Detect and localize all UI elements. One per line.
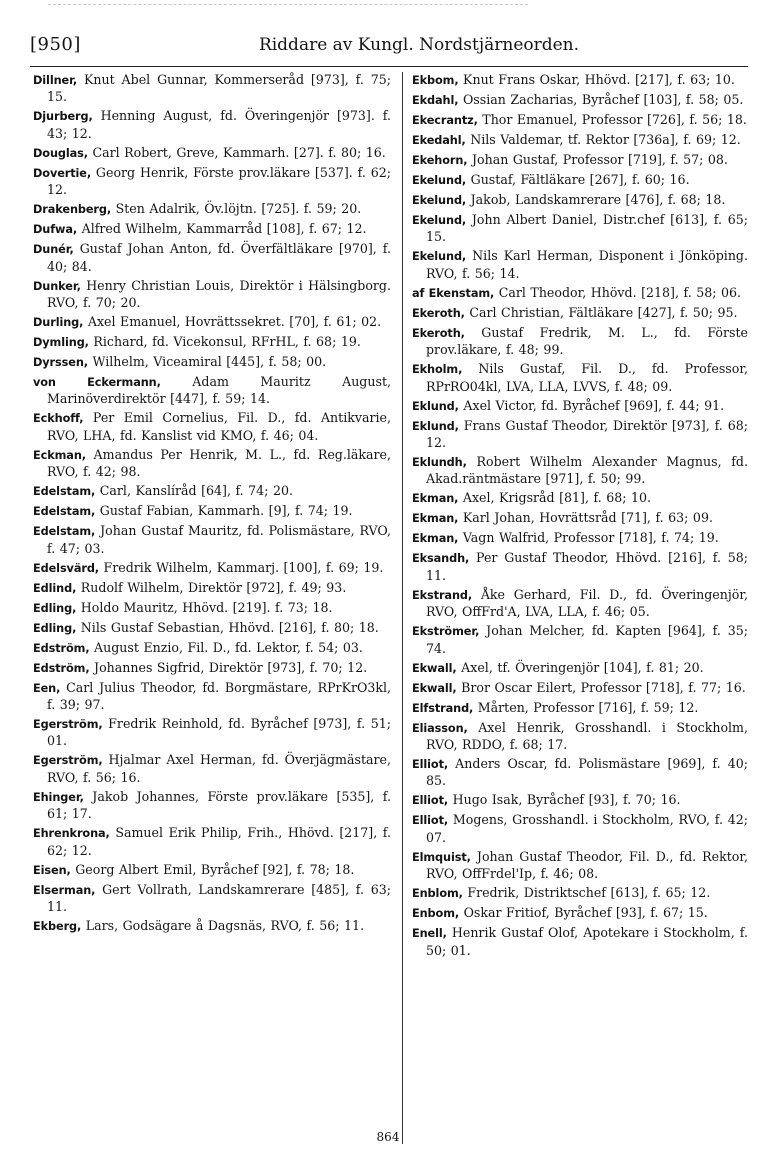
register-entry [412, 700, 748, 717]
register-entry [412, 132, 748, 149]
page-footer-number: 864 [376, 1130, 400, 1144]
register-entry [33, 789, 391, 823]
entry-details: Carl Julius Theodor, fd. Borgmästare, RPrKrO3kl, f. 39; 97. [47, 679, 391, 713]
entry-surname: Ekman, [412, 492, 459, 506]
register-entry [33, 201, 391, 218]
entry-surname: Eklund, [412, 399, 459, 413]
register-entry [412, 398, 748, 415]
entry-details: Jakob, Landskamrerare [476], f. 68; 18. [466, 192, 726, 207]
entry-details: Fredrik, Distriktschef [613], f. 65; 12. [462, 885, 711, 901]
entry-details: Gustaf Fredrik, M. L., fd. Förste prov.läkare, f. 48; 99. [426, 324, 748, 358]
entry-surname: Edlind, [33, 581, 77, 595]
entry-details: Johan Gustaf Theodor, Fil. D., fd. Rektor, RVO, OffFrdel'Ip, f. 46; 08. [426, 848, 748, 882]
register-entry [33, 447, 391, 481]
register-entry [33, 660, 391, 677]
entry-details: Knut Frans Oskar, Hhövd. [217], f. 63; 10. [458, 72, 735, 87]
entry-surname: Ekbom, [412, 74, 459, 87]
entry-surname: Ekelund, [412, 174, 467, 187]
register-entry [412, 905, 748, 922]
entry-surname: Egerström, [33, 718, 103, 732]
entry-details: Gustaf Johan Anton, fd. Överfältläkare [970], f. 40; 84. [47, 241, 391, 274]
register-entry [412, 112, 748, 129]
left-column [33, 72, 391, 938]
entry-details: Wilhelm, Viceamiral [445], f. 58; 00. [87, 354, 327, 370]
register-entry [33, 108, 391, 142]
entry-details: Alfred Wilhelm, Kammarråd [108], f. 67; 12. [77, 221, 367, 237]
entry-surname: Elliot, [412, 814, 449, 828]
entry-details: Henrik Gustaf Olof, Apotekare i Stockholm, f. 50; 01. [426, 925, 748, 958]
register-entry [33, 145, 391, 162]
entry-details: Mårten, Professor [716], f. 59; 12. [473, 699, 699, 715]
entry-details: Johan Gustaf, Professor [719], f. 57; 08. [467, 152, 728, 167]
entry-surname: Eisen, [33, 863, 71, 877]
register-entry [33, 716, 391, 750]
register-entry [412, 490, 748, 507]
register-entry [412, 720, 748, 754]
entry-surname: Douglas, [33, 146, 88, 160]
entry-surname: Dyrssen, [33, 356, 88, 370]
entry-details: Robert Wilhelm Alexander Magnus, fd. Akad.räntmästare [971], f. 50; 99. [426, 454, 748, 487]
register-entry [33, 600, 391, 617]
register-entry [33, 580, 391, 597]
entry-details: Fredrik Wilhelm, Kammarj. [100], f. 69; 19. [99, 559, 384, 575]
entry-surname: Elmquist, [412, 850, 471, 864]
entry-details: Amandus Per Henrik, M. L., fd. Reg.läkare, RVO, f. 42; 98. [47, 446, 391, 480]
entry-details: Gert Vollrath, Landskamrerare [485], f. 63; 11. [47, 881, 391, 915]
register-entry [412, 530, 748, 547]
header-page-number: [950] [30, 34, 81, 55]
entry-details: Nils Gustaf Sebastian, Hhövd. [216], f. 80; 18. [76, 619, 379, 635]
register-entry [412, 454, 748, 488]
entry-details: Anders Oscar, fd. Polismästare [969], f. 40; 85. [426, 756, 748, 789]
register-entry [412, 325, 748, 359]
register-entry [33, 314, 391, 331]
entry-surname: Ekelund, [412, 194, 467, 207]
register-entry [412, 680, 748, 697]
entry-details: Johan Melcher, fd. Kapten [964], f. 35; 74. [426, 623, 748, 656]
entry-surname: Ekströmer, [412, 625, 480, 639]
entry-details: Samuel Erik Philip, Frih., Hhövd. [217], f. 62; 12. [47, 825, 391, 858]
entry-surname: Ekedahl, [412, 134, 466, 147]
register-entry [33, 221, 391, 238]
entry-surname: Ekholm, [412, 363, 463, 377]
entry-surname: Eklundh, [412, 456, 467, 470]
register-entry [33, 752, 391, 786]
register-entry [412, 305, 748, 322]
entry-surname: Durling, [33, 316, 84, 330]
register-entry [33, 354, 391, 371]
register-entry [412, 212, 748, 246]
register-entry [33, 825, 391, 859]
entry-details: Lars, Godsägare å Dagsnäs, RVO, f. 56; 11. [81, 918, 365, 934]
entry-surname: Dufwa, [33, 223, 78, 237]
entry-surname: Elserman, [33, 883, 96, 897]
entry-details: Ossian Zacharias, Byråchef [103], f. 58; 05. [458, 92, 744, 107]
entry-surname: Ehinger, [33, 790, 84, 804]
entry-details: Mogens, Grosshandl. i Stockholm, RVO, f. 42; 07. [426, 812, 748, 845]
register-entry [412, 418, 748, 452]
entry-surname: Eksandh, [412, 552, 470, 566]
entry-details: Holdo Mauritz, Hhövd. [219]. f. 73; 18. [76, 599, 333, 615]
entry-surname: Edelsvärd, [33, 561, 99, 575]
entry-details: Rudolf Wilhelm, Direktör [972], f. 49; 93. [76, 579, 347, 595]
entry-details: Carl Christian, Fältläkare [427], f. 50; 95. [464, 304, 738, 320]
entry-details: Richard, fd. Vicekonsul, RFrHL, f. 68; 19. [88, 334, 361, 350]
entry-surname: Elfstrand, [412, 701, 474, 715]
entry-surname: Ekdahl, [412, 94, 459, 107]
entry-surname: Ekeroth, [412, 326, 465, 340]
entry-details: Henry Christian Louis, Direktör i Hälsingborg. RVO, f. 70; 20. [47, 277, 391, 311]
register-entry [412, 248, 748, 282]
right-column [412, 72, 748, 962]
entry-surname: Eklund, [412, 419, 459, 433]
register-entry [412, 925, 748, 959]
entry-surname: Drakenberg, [33, 203, 112, 217]
entry-surname: Eliasson, [412, 721, 468, 735]
entry-details: Hugo Isak, Byråchef [93], f. 70; 16. [448, 792, 681, 808]
entry-details: Axel, Krigsråd [81], f. 68; 10. [458, 490, 651, 506]
entry-surname: Ekehorn, [412, 154, 468, 167]
entry-surname: Edling, [33, 601, 77, 615]
entry-details: Knut Abel Gunnar, Kommerseråd [973], f. 75; 15. [47, 72, 391, 105]
entry-details: August Enzio, Fil. D., fd. Lektor, f. 54; 03. [89, 639, 363, 655]
register-entry [412, 72, 748, 89]
entry-details: Georg Albert Emil, Byråchef [92], f. 78; 18. [70, 861, 355, 877]
register-entry [412, 92, 748, 109]
register-entry [33, 560, 391, 577]
entry-details: Georg Henrik, Förste prov.läkare [537]. f. 62; 12. [47, 164, 391, 198]
entry-surname: Enblom, [412, 887, 463, 901]
register-entry [412, 192, 748, 209]
entry-details: Adam Mauritz August, Marinöverdirektör [447], f. 59; 14. [47, 374, 392, 407]
entry-details: Carl Theodor, Hhövd. [218], f. 58; 06. [494, 284, 741, 300]
entry-surname: Edling, [33, 621, 77, 635]
entry-surname: von Eckermann, [33, 376, 161, 390]
register-entry [33, 165, 391, 199]
entry-details: Nils Karl Herman, Disponent i Jönköping. RVO, f. 56; 14. [426, 248, 748, 281]
entry-details: Johan Gustaf Mauritz, fd. Polismästare, RVO, f. 47; 03. [47, 523, 391, 556]
register-entry [412, 587, 748, 621]
entry-surname: Dunér, [33, 243, 74, 257]
entry-details: John Albert Daniel, Distr.chef [613], f. 65; 15. [426, 212, 748, 245]
entry-surname: Egerström, [33, 754, 103, 768]
register-entry [412, 285, 748, 302]
page-title: Riddare av Kungl. Nordstjärneorden. [258, 35, 580, 55]
column-divider [402, 72, 403, 1144]
register-entry [412, 172, 748, 189]
entry-surname: Ekwall, [412, 661, 457, 675]
entry-surname: Ekeroth, [412, 306, 465, 320]
register-entry [33, 278, 391, 312]
register-entry [412, 152, 748, 169]
register-entry [33, 620, 391, 637]
register-entry [33, 410, 391, 444]
entry-details: Henning August, fd. Överingenjör [973]. f. 43; 12. [47, 108, 391, 141]
entry-details: Johannes Sigfrid, Direktör [973], f. 70; 12. [89, 659, 368, 675]
entry-details: Axel Emanuel, Hovrättssekret. [70], f. 61; 02. [83, 314, 382, 330]
entry-details: Jakob Johannes, Förste prov.läkare [535], f. 61; 17. [47, 788, 391, 822]
entry-surname: Ekelund, [412, 214, 467, 227]
entry-surname: Ekwall, [412, 681, 457, 695]
entry-surname: Ekecrantz, [412, 114, 478, 127]
entry-details: Gustaf, Fältläkare [267], f. 60; 16. [466, 172, 690, 187]
entry-details: Gustaf Fabian, Kammarh. [9], f. 74; 19. [95, 503, 353, 519]
entry-details: Per Gustaf Theodor, Hhövd. [216], f. 58; 11. [426, 550, 748, 583]
register-entry [412, 510, 748, 527]
entry-surname: Dovertie, [33, 166, 92, 180]
register-entry [33, 918, 391, 935]
scan-artifact-line [48, 4, 528, 5]
register-entry [33, 862, 391, 879]
entry-surname: Edelstam, [33, 505, 96, 519]
entry-details: Frans Gustaf Theodor, Direktör [973], f. 68; 12. [426, 417, 748, 451]
entry-surname: Ekman, [412, 512, 459, 526]
entry-surname: Ekberg, [33, 920, 82, 934]
register-entry [412, 885, 748, 902]
entry-details: Per Emil Cornelius, Fil. D., fd. Antikvarie, RVO, LHA, fd. Kanslist vid KMO, f. 46; 04. [47, 410, 391, 443]
register-entry [412, 660, 748, 677]
entry-surname: Edelstam, [33, 525, 96, 539]
entry-surname: Eckhoff, [33, 412, 84, 426]
entry-surname: Dunker, [33, 279, 81, 293]
register-entry [33, 680, 391, 714]
register-entry [412, 756, 748, 790]
entry-surname: Edelstam, [33, 485, 96, 499]
entry-surname: Ekelund, [412, 250, 467, 264]
page-header [30, 32, 748, 60]
register-entry [412, 361, 748, 395]
entry-surname: Ehrenkrona, [33, 827, 110, 841]
entry-surname: Edström, [33, 661, 90, 675]
entry-surname: Ekman, [412, 532, 459, 546]
entry-details: Sten Adalrik, Öv.löjtn. [725]. f. 59; 20. [111, 201, 362, 217]
entry-surname: Elliot, [412, 794, 449, 808]
entry-details: Axel, tf. Överingenjör [104], f. 81; 20. [456, 659, 704, 675]
register-entry [412, 792, 748, 809]
entry-surname: Enbom, [412, 907, 460, 921]
register-entry [33, 882, 391, 916]
entry-details: Nils Gustaf, Fil. D., fd. Professor, RPrRO04kl, LVA, LLA, LVVS, f. 48; 09. [426, 361, 748, 394]
entry-surname: Dymling, [33, 336, 89, 350]
entry-details: Axel Victor, fd. Byråchef [969], f. 44; 91. [458, 397, 725, 413]
entry-details: Bror Oscar Eilert, Professor [718], f. 77; 16. [456, 679, 746, 695]
entry-surname: Enell, [412, 927, 447, 941]
register-entry [33, 503, 391, 520]
entry-surname: Eckman, [33, 448, 86, 462]
entry-surname: af Ekenstam, [412, 286, 495, 300]
register-entry [33, 72, 391, 106]
entry-details: Carl Robert, Greve, Kammarh. [27]. f. 80; 16. [87, 144, 386, 160]
entry-surname: Een, [33, 681, 61, 695]
entry-surname: Edström, [33, 641, 90, 655]
entry-surname: Ekstrand, [412, 588, 473, 602]
register-entry [33, 483, 391, 500]
entry-details: Åke Gerhard, Fil. D., fd. Överingenjör, RVO, OffFrd'A, LVA, LLA, f. 46; 05. [426, 586, 748, 620]
register-entry [33, 241, 391, 275]
entry-details: Carl, Kanslíråd [64], f. 74; 20. [95, 483, 293, 499]
entry-details: Thor Emanuel, Professor [726], f. 56; 18. [477, 112, 747, 127]
header-rule [30, 66, 748, 67]
register-entry [33, 334, 391, 351]
entry-surname: Djurberg, [33, 110, 93, 124]
entry-details: Hjalmar Axel Herman, fd. Överjägmästare, RVO, f. 56; 16. [47, 752, 391, 785]
register-entry [412, 623, 748, 657]
register-entry [33, 374, 391, 408]
register-entry [33, 640, 391, 657]
register-entry [412, 849, 748, 883]
entry-details: Fredrik Reinhold, fd. Byråchef [973], f. 51; 01. [47, 716, 391, 749]
entry-details: Axel Henrik, Grosshandl. i Stockholm, RVO, RDDO, f. 68; 17. [426, 719, 748, 753]
register-entry [412, 812, 748, 846]
entry-details: Vagn Walfrid, Professor [718], f. 74; 19. [458, 530, 719, 546]
entry-surname: Elliot, [412, 758, 449, 772]
entry-details: Karl Johan, Hovrättsråd [71], f. 63; 09. [458, 510, 713, 526]
entry-surname: Dillner, [33, 74, 78, 87]
entry-details: Nils Valdemar, tf. Rektor [736a], f. 69; 12. [465, 132, 741, 147]
register-entry [33, 523, 391, 557]
entry-details: Oskar Fritiof, Byråchef [93], f. 67; 15. [459, 905, 708, 921]
register-entry [412, 550, 748, 584]
